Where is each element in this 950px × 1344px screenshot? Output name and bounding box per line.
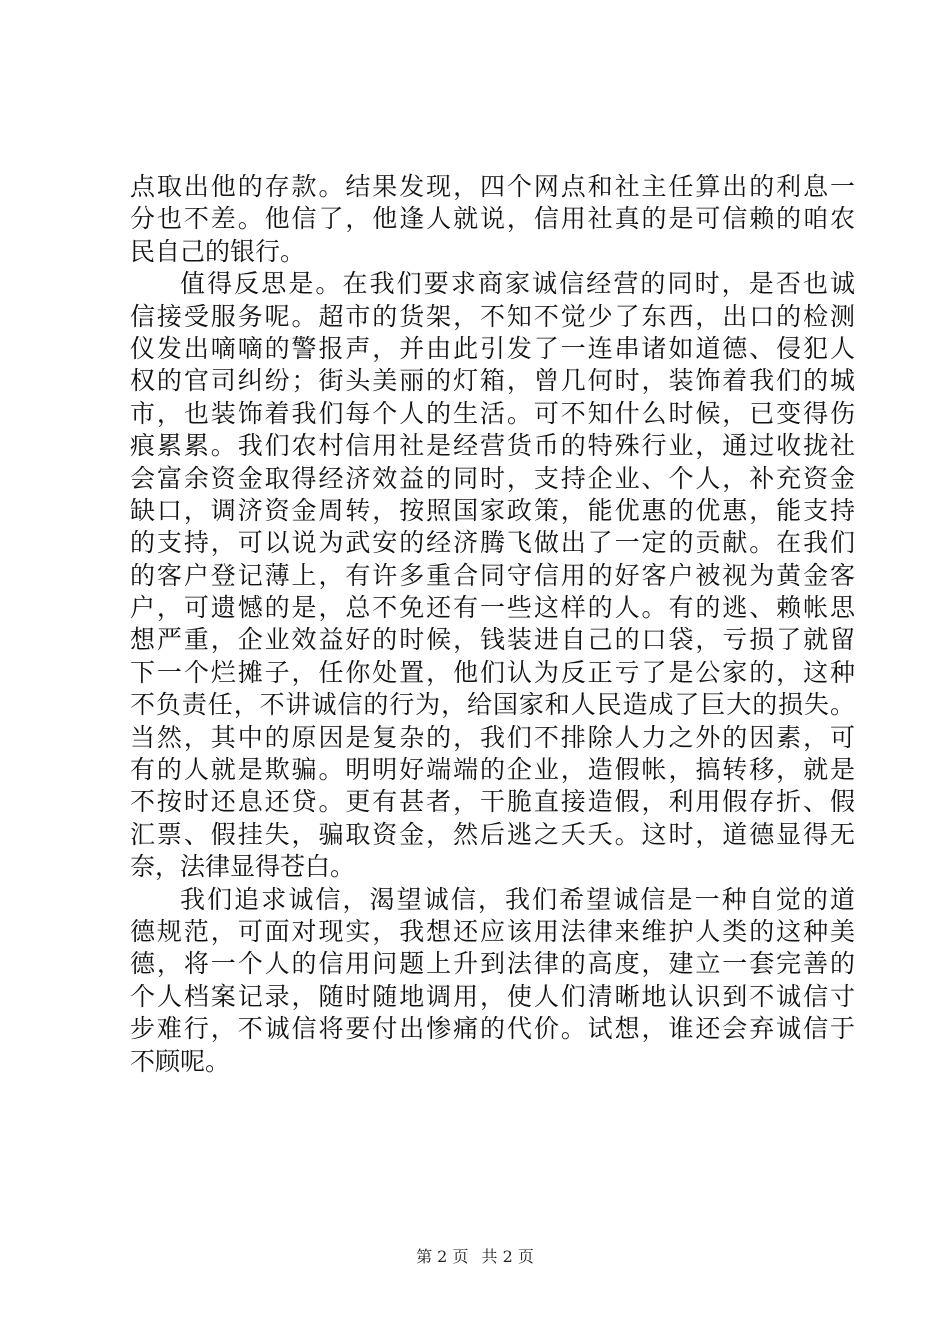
text-line: 当然，其中的原因是复杂的，我们不排除人力之外的因素，可 — [130, 722, 855, 752]
text-line: 市，也装饰着我们每个人的生活。可不知什么时候，已变得伤 — [130, 398, 855, 428]
text-line: 仪发出嘀嘀的警报声，并由此引发了一连串诸如道德、侵犯人 — [130, 333, 855, 363]
paragraph — [130, 268, 855, 883]
text-line: 个人档案记录，随时随地调用，使人们清晰地认识到不诚信寸 — [130, 981, 855, 1011]
text-line: 不顾呢。 — [130, 1046, 231, 1076]
text-line: 步难行，不诚信将要付出惨痛的代价。试想，谁还会弃诚信于 — [130, 1014, 855, 1044]
page-number: 第 2 页 — [416, 1247, 469, 1266]
text-line: 想严重，企业效益好的时候，钱装进自己的口袋，亏损了就留 — [130, 625, 855, 655]
document-body — [130, 171, 855, 1078]
text-line: 民自己的银行。 — [130, 236, 306, 266]
text-line: 点取出他的存款。结果发现，四个网点和社主任算出的利息一 — [130, 172, 855, 201]
text-line: 汇票、假挂失，骗取资金，然后逃之夭夭。这时，道德显得无 — [130, 819, 855, 849]
text-line: 分也不差。他信了，他逢人就说，信用社真的是可信赖的咱农 — [130, 204, 855, 234]
text-line: 痕累累。我们农村信用社是经营货币的特殊行业，通过收拢社 — [130, 431, 855, 461]
paragraph — [130, 884, 855, 1078]
text-line: 会富余资金取得经济效益的同时，支持企业、个人，补充资金 — [130, 463, 855, 493]
text-line: 我们追求诚信，渴望诚信，我们希望诚信是一种自觉的道 — [180, 884, 855, 914]
text-line: 有的人就是欺骗。明明好端端的企业，造假帐，搞转移，就是 — [130, 755, 855, 785]
text-line: 户，可遗憾的是，总不免还有一些这样的人。有的逃、赖帐思 — [130, 593, 855, 623]
text-line: 奈，法律显得苍白。 — [130, 852, 356, 882]
text-line: 的支持，可以说为武安的经济腾飞做出了一定的贡献。在我们 — [130, 528, 855, 558]
text-line: 权的官司纠纷；街头美丽的灯箱，曾几何时，装饰着我们的城 — [130, 366, 855, 396]
text-line: 不负责任，不讲诚信的行为，给国家和人民造成了巨大的损失。 — [130, 690, 855, 720]
text-line: 的客户登记薄上，有许多重合同守信用的好客户被视为黄金客 — [130, 560, 855, 590]
page-footer — [0, 1244, 950, 1267]
text-line: 缺口，调济资金周转，按照国家政策，能优惠的优惠，能支持 — [130, 495, 855, 525]
text-line: 下一个烂摊子，任你处置，他们认为反正亏了是公家的，这种 — [130, 657, 855, 687]
text-line: 不按时还息还贷。更有甚者，干脆直接造假，利用假存折、假 — [130, 787, 855, 817]
paragraph — [130, 171, 855, 268]
text-line: 德规范，可面对现实，我想还应该用法律来维护人类的这种美 — [130, 916, 855, 946]
text-line: 信接受服务呢。超市的货架，不知不觉少了东西，出口的检测 — [130, 301, 855, 331]
text-line: 值得反思是。在我们要求商家诚信经营的同时，是否也诚 — [180, 269, 855, 299]
page-total: 共 2 页 — [481, 1247, 534, 1266]
text-line: 德，将一个人的信用问题上升到法律的高度，建立一套完善的 — [130, 949, 855, 979]
